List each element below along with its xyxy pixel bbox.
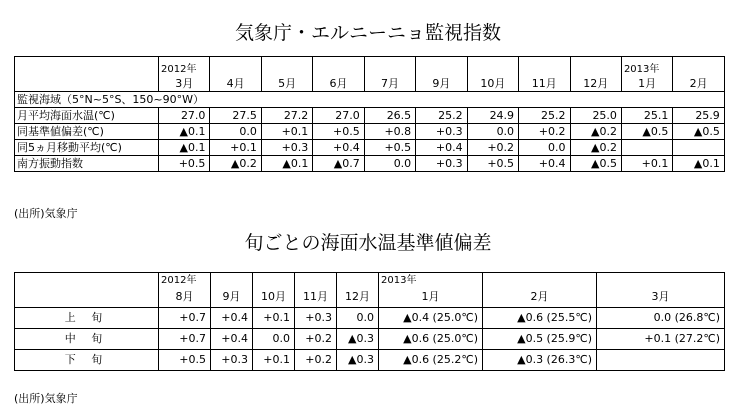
table-cell: 24.9 xyxy=(467,108,518,124)
table-row xyxy=(15,329,725,350)
table-cell: +0.4 xyxy=(519,156,570,172)
table-cell: +0.8 xyxy=(364,124,415,140)
table1-col-header: 6月 xyxy=(313,57,364,92)
table-cell: +0.1 xyxy=(253,308,295,329)
table1-header-row xyxy=(15,57,725,92)
table-cell: 25.2 xyxy=(416,108,467,124)
table-cell: +0.7 xyxy=(159,329,211,350)
table2-col-header: 3月 xyxy=(597,273,725,308)
table-cell: +0.5 xyxy=(159,350,211,371)
table-cell: ▲0.3 xyxy=(337,350,379,371)
table1-col-header: 7月 xyxy=(364,57,415,92)
source-note: (出所)気象庁 xyxy=(14,207,78,220)
table-cell: 25.2 xyxy=(519,108,570,124)
table2-col-header: 2013年 1月 xyxy=(379,273,483,308)
table-row xyxy=(15,308,725,329)
row-label: 南方振動指数 xyxy=(15,156,159,172)
table-cell: ▲0.5 xyxy=(621,124,672,140)
table-cell: ▲0.5 xyxy=(673,124,724,140)
table-row xyxy=(15,108,725,124)
table-cell: ▲0.1 xyxy=(159,140,210,156)
table-cell: +0.5 xyxy=(364,140,415,156)
table-cell: 0.0 (26.8℃) xyxy=(597,308,725,329)
table-cell: +0.5 xyxy=(467,156,518,172)
table1-col-header: 5月 xyxy=(261,57,312,92)
table-cell: +0.7 xyxy=(159,308,211,329)
table-cell: +0.1 xyxy=(210,140,261,156)
table2-col-header: 9月 xyxy=(211,273,253,308)
table-cell: +0.4 xyxy=(211,329,253,350)
table-cell: ▲0.3 (26.3℃) xyxy=(483,350,597,371)
row-label: 同基準値偏差(℃) xyxy=(15,124,159,140)
table-cell: ▲0.2 xyxy=(570,140,621,156)
table1-col-header: 12月 xyxy=(570,57,621,92)
table-cell: 25.9 xyxy=(673,108,724,124)
table-cell: ▲0.6 (25.5℃) xyxy=(483,308,597,329)
table-cell: +0.2 xyxy=(295,350,337,371)
table-cell: +0.1 xyxy=(621,156,672,172)
table2-col-header: 2012年 8月 xyxy=(159,273,211,308)
row-label: 中 旬 xyxy=(15,329,159,350)
table-cell: 0.0 xyxy=(519,140,570,156)
table-cell: +0.4 xyxy=(416,140,467,156)
table-cell: ▲0.2 xyxy=(210,156,261,172)
row-label: 同5ヵ月移動平均(℃) xyxy=(15,140,159,156)
table-cell: +0.5 xyxy=(313,124,364,140)
table-cell: +0.3 xyxy=(416,156,467,172)
table-cell: ▲0.2 xyxy=(570,124,621,140)
table1-col-header: 2012年 3月 xyxy=(159,57,210,92)
table-cell: ▲0.3 xyxy=(337,329,379,350)
table1-col-header: 9月 xyxy=(416,57,467,92)
table1-region-row xyxy=(15,92,725,108)
table2-col-header: 12月 xyxy=(337,273,379,308)
table-cell xyxy=(597,350,725,371)
table-row xyxy=(15,156,725,172)
row-label: 上 旬 xyxy=(15,308,159,329)
table-cell: +0.1 xyxy=(261,124,312,140)
table2-col-header: 11月 xyxy=(295,273,337,308)
table-cell: +0.3 xyxy=(295,308,337,329)
table-row xyxy=(15,350,725,371)
table-cell: +0.2 xyxy=(519,124,570,140)
table2-header-row xyxy=(15,273,725,308)
table1-col-header: 2月 xyxy=(673,57,724,92)
monitoring-region-label: 監視海域（5°N~5°S、150~90°W） xyxy=(15,92,725,108)
table-cell: 0.0 xyxy=(253,329,295,350)
table-row xyxy=(15,140,725,156)
table-cell: ▲0.1 xyxy=(159,124,210,140)
table-cell: 27.2 xyxy=(261,108,312,124)
table-cell: ▲0.6 (25.0℃) xyxy=(379,329,483,350)
table-cell: 26.5 xyxy=(364,108,415,124)
table-cell: ▲0.6 (25.2℃) xyxy=(379,350,483,371)
table2-col-header: 10月 xyxy=(253,273,295,308)
table-cell: 25.0 xyxy=(570,108,621,124)
table-cell: ▲0.1 xyxy=(261,156,312,172)
table-cell: +0.5 xyxy=(159,156,210,172)
table-cell: 27.0 xyxy=(159,108,210,124)
table-cell: 0.0 xyxy=(467,124,518,140)
table-cell: 27.5 xyxy=(210,108,261,124)
table2-col-header: 2月 xyxy=(483,273,597,308)
table-cell xyxy=(673,140,724,156)
table-cell: +0.1 (27.2℃) xyxy=(597,329,725,350)
table-cell: ▲0.5 xyxy=(570,156,621,172)
source-note: (出所)気象庁 xyxy=(14,392,78,405)
table1-col-header: 2013年 1月 xyxy=(621,57,672,92)
table2-corner-cell xyxy=(15,273,159,308)
table-cell xyxy=(621,140,672,156)
table-cell: ▲0.1 xyxy=(673,156,724,172)
row-label: 下 旬 xyxy=(15,350,159,371)
table-cell: ▲0.4 (25.0℃) xyxy=(379,308,483,329)
table-cell: 0.0 xyxy=(210,124,261,140)
table-cell: ▲0.5 (25.9℃) xyxy=(483,329,597,350)
table-cell: +0.4 xyxy=(313,140,364,156)
title-elnino-index: 気象庁・エルニーニョ監視指数 xyxy=(234,22,501,44)
table1-corner-cell xyxy=(15,57,159,92)
table-cell: +0.1 xyxy=(253,350,295,371)
table-cell: 27.0 xyxy=(313,108,364,124)
table1-col-header: 4月 xyxy=(210,57,261,92)
table-cell: 25.1 xyxy=(621,108,672,124)
table-row xyxy=(15,124,725,140)
table1-col-header: 10月 xyxy=(467,57,518,92)
table-cell: +0.2 xyxy=(295,329,337,350)
table-cell: +0.2 xyxy=(467,140,518,156)
table-cell: ▲0.7 xyxy=(313,156,364,172)
table-cell: +0.3 xyxy=(261,140,312,156)
table-cell: +0.3 xyxy=(211,350,253,371)
table-cell: 0.0 xyxy=(364,156,415,172)
table-cell: +0.3 xyxy=(416,124,467,140)
title-sst-anomaly: 旬ごとの海面水温基準値偏差 xyxy=(244,232,492,254)
table-cell: +0.4 xyxy=(211,308,253,329)
table-cell: 0.0 xyxy=(337,308,379,329)
sst-anomaly-table xyxy=(14,272,725,371)
row-label: 月平均海面水温(℃) xyxy=(15,108,159,124)
table1-col-header: 11月 xyxy=(519,57,570,92)
elnino-index-table xyxy=(14,56,725,172)
